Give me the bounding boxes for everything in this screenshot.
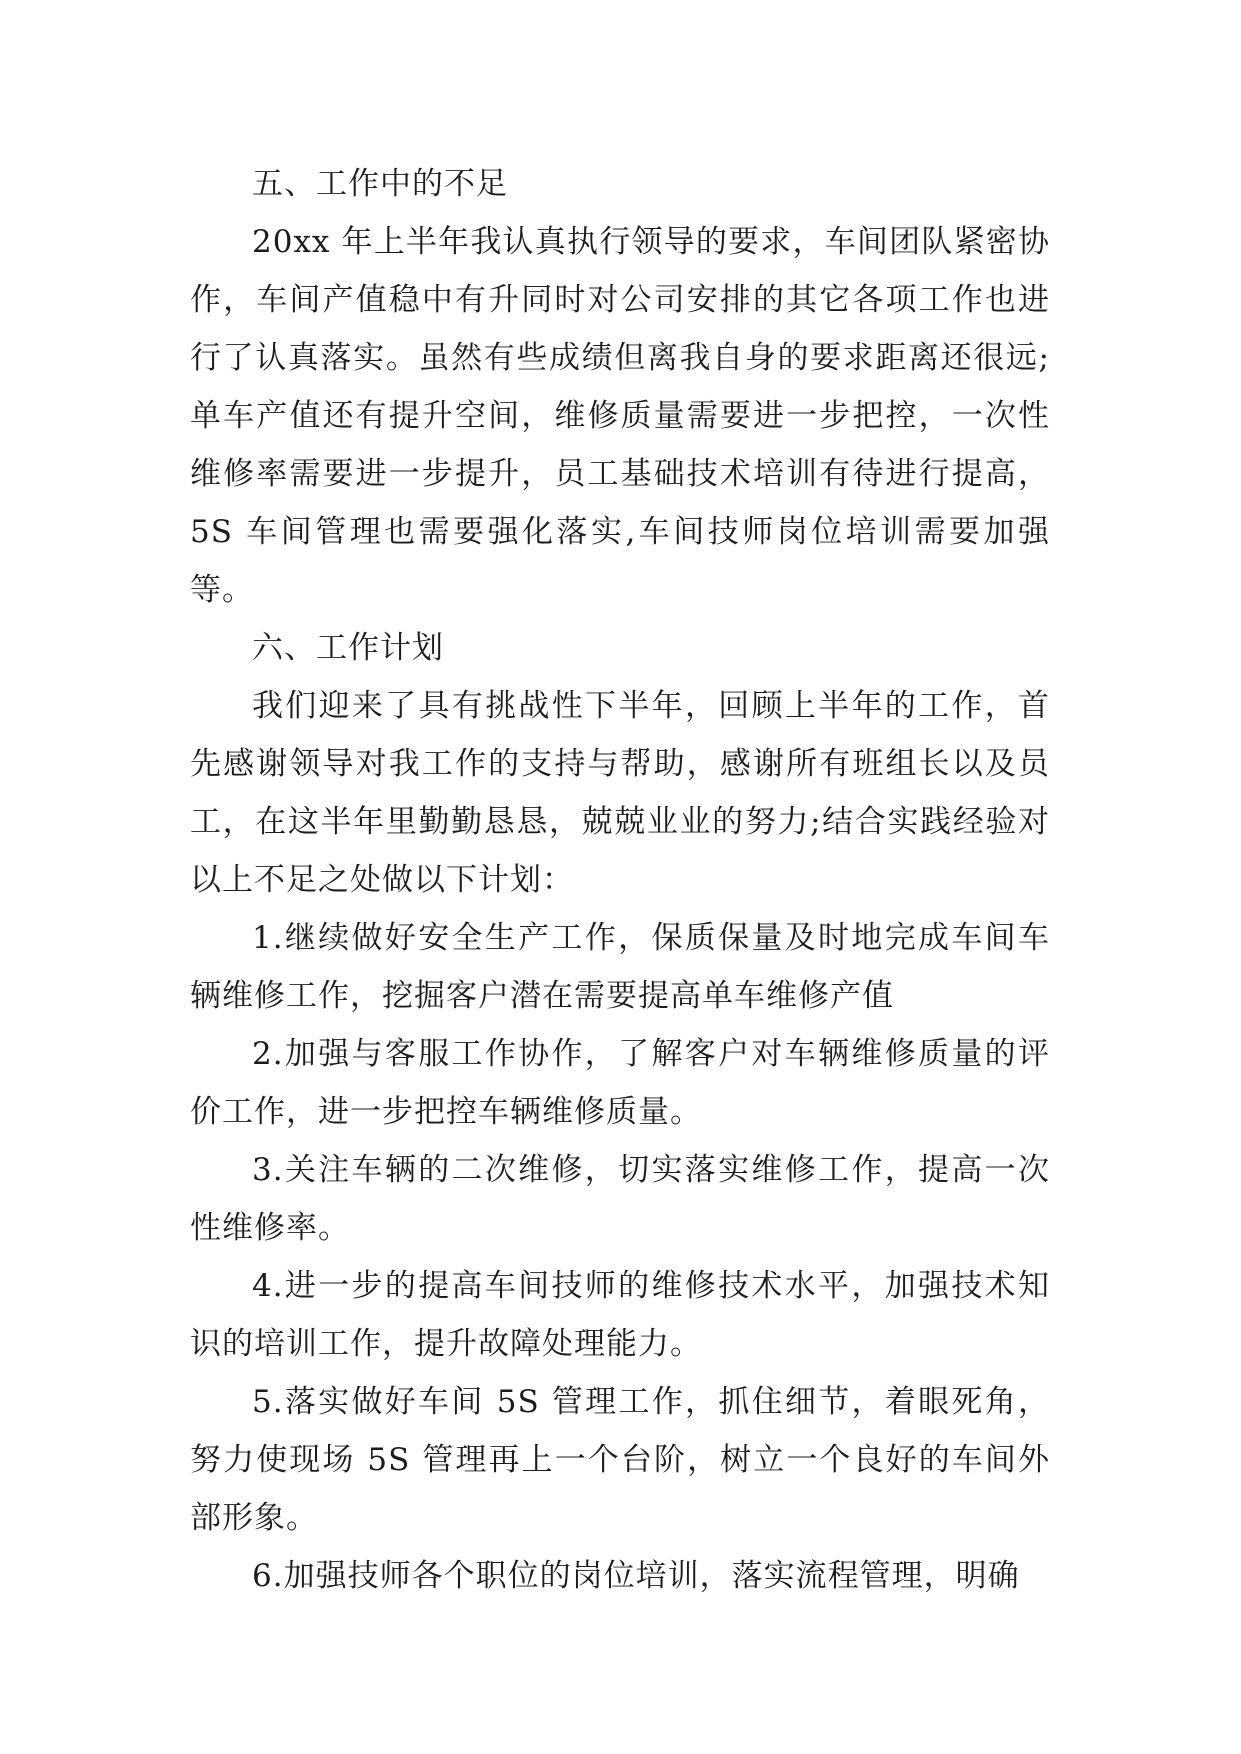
plan-item-6: 6.加强技师各个职位的岗位培训，落实流程管理，明确 <box>252 1558 1020 1594</box>
section-heading-work-plan: 六、工作计划 <box>252 630 444 666</box>
plan-item-5: 5.落实做好车间 5S 管理工作，抓住细节，着眼死角，努力使现场 5S 管理再上一个台阶，树立一个良好的车间外部形象。 <box>190 1384 1050 1536</box>
document-body <box>190 155 1050 1605</box>
plan-item-1: 1.继续做好安全生产工作，保质保量及时地完成车间车辆维修工作，挖掘客户潜在需要提高单车维修产值 <box>190 920 1050 1014</box>
plan-item-4: 4.进一步的提高车间技师的维修技术水平，加强技术知识的培训工作，提升故障处理能力。 <box>190 1268 1050 1362</box>
plan-item-3: 3.关注车辆的二次维修，切实落实维修工作，提高一次性维修率。 <box>190 1152 1050 1246</box>
section-heading-shortcomings: 五、工作中的不足 <box>252 166 508 202</box>
paragraph-plan-intro: 我们迎来了具有挑战性下半年，回顾上半年的工作，首先感谢领导对我工作的支持与帮助，感谢所有班组长以及员工，在这半年里勤勤恳恳，兢兢业业的努力;结合实践经验对以上不足之处做以下计划： <box>190 688 1050 898</box>
paragraph-shortcomings: 20xx 年上半年我认真执行领导的要求，车间团队紧密协作，车间产值稳中有升同时对公司安排的其它各项工作也进行了认真落实。虽然有些成绩但离我自身的要求距离还很远;单车产值还有提升空间，维修质量需要进一步把控，一次性维修率需要进一步提升，员工基础技术培训有待进行提高，5S 车间管理也需要强化落实,车间技师岗位培训需要加强等。 <box>190 224 1050 608</box>
plan-item-2: 2.加强与客服工作协作，了解客户对车辆维修质量的评价工作，进一步把控车辆维修质量。 <box>190 1036 1050 1130</box>
